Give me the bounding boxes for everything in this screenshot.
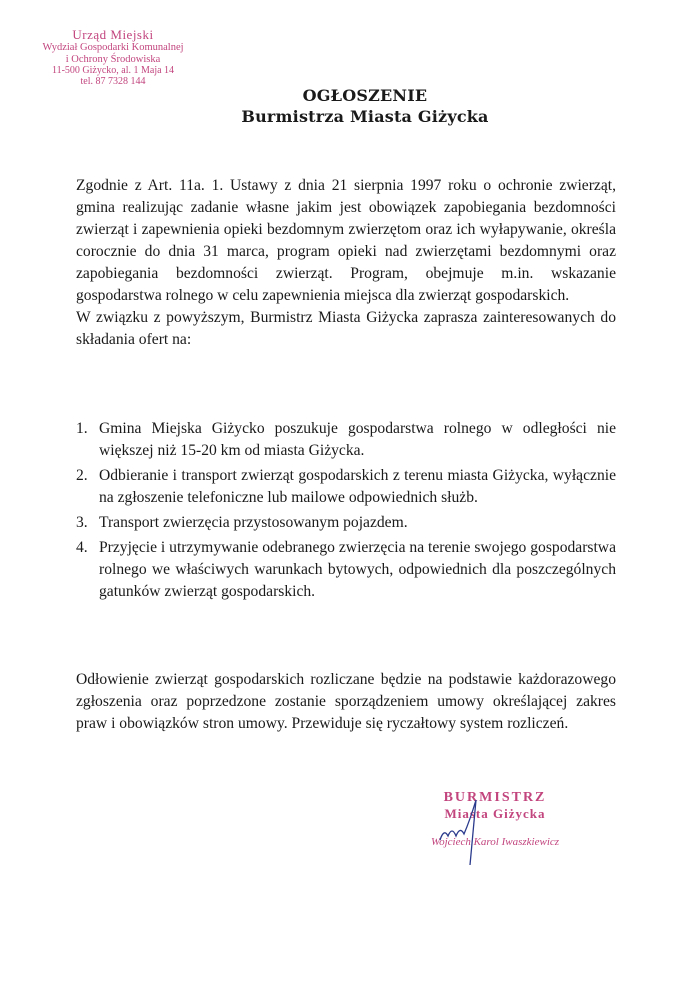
stamp-address: 11-500 Giżycko, al. 1 Maja 14 — [51, 65, 175, 77]
offer-list — [76, 418, 616, 606]
signature-city: Miasta Giżycka — [444, 806, 546, 821]
signature-title: BURMISTRZ — [443, 790, 547, 805]
list-number: 4. — [76, 539, 88, 556]
stamp-office-name: Urząd Miejski — [72, 27, 154, 42]
list-item — [76, 465, 616, 509]
office-stamp — [28, 28, 198, 87]
list-number: 3. — [76, 514, 88, 531]
document-subtitle: Burmistrza Miasta Giżycka — [241, 107, 489, 126]
handwritten-signature-icon — [430, 790, 510, 870]
list-text: Transport zwierzęcia przystosowanym pojazdem. — [99, 514, 408, 531]
list-number: 2. — [76, 467, 88, 484]
intro-section — [76, 175, 616, 351]
list-text: Gmina Miejska Giżycko poszukuje gospodarstwa rolnego w odległości nie większej niż 15-20 km od miasta Giżycka. — [99, 420, 616, 459]
document-title: OGŁOSZENIE — [302, 86, 428, 105]
intro-paragraph: Zgodnie z Art. 11a. 1. Ustawy z dnia 21 sierpnia 1997 roku o ochronie zwierząt, gmina realizując zadanie własne jakim jest obowiązek zapobiegania bezdomności zwierząt i zapewnienia opieki bezdomnym zwierzętom oraz ich wyłapywanie, określa corocznie do dnia 31 marca, program opieki nad zwierzętami bezdomnymi oraz zapobiegania bezdomności zwierząt. Program, obejmuje m.in. wskazanie gospodarstwa rolnego w celu zapewnienia miejsca dla zwierząt gospodarskich. — [76, 177, 616, 304]
stamp-department-2: i Ochrony Środowiska — [65, 53, 161, 65]
stamp-phone: tel. 87 7328 144 — [80, 76, 146, 88]
list-text: Przyjęcie i utrzymywanie odebranego zwierzęcia na terenie swojego gospodarstwa rolnego we właściwych warunkach bytowych, odpowiednich dla poszczególnych gatunków zwierząt gospodarskich. — [99, 539, 616, 600]
signature-name: Wojciech Karol Iwaszkiewicz — [430, 836, 560, 848]
list-item — [76, 418, 616, 462]
signature-stamp — [405, 790, 585, 848]
closing-paragraph: Odłowienie zwierząt gospodarskich rozliczane będzie na podstawie każdorazowego zgłoszenia oraz poprzedzone zostanie sporządzeniem umowy określającej zakres praw i obowiązków stron umowy. Przewiduje się ryczałtowy system rozliczeń. — [76, 671, 616, 732]
stamp-department: Wydział Gospodarki Komunalnej — [42, 42, 184, 54]
list-number: 1. — [76, 420, 88, 437]
invitation-paragraph: W związku z powyższym, Burmistrz Miasta Giżycka zaprasza zainteresowanych do składania ofert na: — [76, 309, 616, 348]
list-item — [76, 537, 616, 603]
list-text: Odbieranie i transport zwierząt gospodarskich z terenu miasta Giżycka, wyłącznie na zgłoszenie telefoniczne lub mailowe odpowiednich służb. — [99, 467, 616, 506]
list-item — [76, 512, 616, 534]
